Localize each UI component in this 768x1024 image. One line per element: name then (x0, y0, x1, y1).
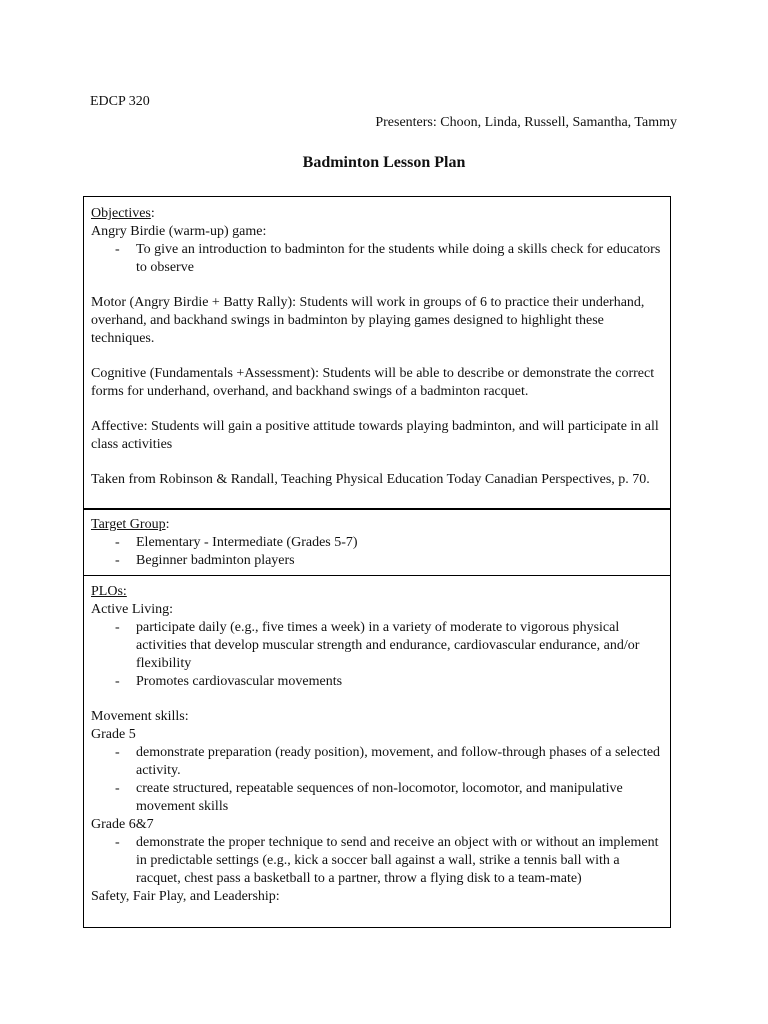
source-citation: Taken from Robinson & Randall, Teaching Physical Education Today Canadian Perspectives, p. 70. (91, 472, 650, 487)
objectives-heading: Objectives (91, 206, 151, 221)
plos-section (83, 575, 671, 928)
grade-6-7-list (91, 834, 662, 888)
list-item: - demonstrate the proper technique to send and receive an object with or without an implement in predictable settings (e.g., kick a soccer ball against a wall, strike a tennis ball with a racquet, chest pass a basketball to a partner, throw a flying disk to a team-mate) (91, 834, 662, 888)
movement-skills-heading: Movement skills: (91, 709, 189, 724)
cognitive-objective: Cognitive (Fundamentals +Assessment): Students will be able to describe or demonstrate the correct forms for underhand, overhand, and backhand swings of a badminton racquet. (91, 366, 655, 399)
safety-heading: Safety, Fair Play, and Leadership: (91, 889, 280, 904)
grade-5-list (91, 744, 662, 816)
affective-objective: Affective: Students will gain a positive attitude towards playing badminton, and will participate in all class activities (91, 419, 659, 452)
active-living-list (91, 619, 662, 691)
list-item: - Promotes cardiovascular movements (91, 673, 662, 691)
active-living-heading: Active Living: (91, 602, 174, 617)
target-group-list (91, 534, 662, 570)
target-group-heading-colon: : (165, 517, 170, 532)
objectives-heading-line (91, 205, 662, 223)
target-group-heading: Target Group (91, 517, 166, 532)
list-item: - Beginner badminton players (91, 552, 662, 570)
document-title: Badminton Lesson Plan (302, 154, 466, 171)
target-group-section (83, 508, 671, 576)
target-group-heading-line (91, 516, 662, 534)
angry-birdie-game: Angry Birdie (warm-up) game: (91, 224, 267, 239)
plos-heading: PLOs: (91, 584, 127, 599)
motor-objective: Motor (Angry Birdie + Batty Rally): Students will work in groups of 6 to practice their underhand, overhand, and backhand swings in badminton by playing games designed to highlight these techniques. (91, 295, 645, 346)
list-item: - Elementary - Intermediate (Grades 5-7) (91, 534, 662, 552)
presenters-line: Presenters: Choon, Linda, Russell, Samantha, Tammy (375, 115, 677, 130)
objectives-section (83, 196, 671, 509)
list-item: - create structured, repeatable sequences of non-locomotor, locomotor, and manipulative movement skills (91, 780, 662, 816)
list-item: - participate daily (e.g., five times a week) in a variety of moderate to vigorous physical activities that develop muscular strength and endurance, cardiovascular endurance, and/or flexibility (91, 619, 662, 673)
game-objective-list (91, 241, 662, 277)
list-item: - demonstrate preparation (ready position), movement, and follow-through phases of a selected activity. (91, 744, 662, 780)
course-code: EDCP 320 (90, 94, 150, 109)
objectives-heading-colon: : (150, 206, 155, 221)
list-item: - To give an introduction to badminton for the students while doing a skills check for educators to observe (91, 241, 662, 277)
grade-6-7-heading: Grade 6&7 (91, 817, 154, 832)
grade-5-heading: Grade 5 (91, 727, 136, 742)
